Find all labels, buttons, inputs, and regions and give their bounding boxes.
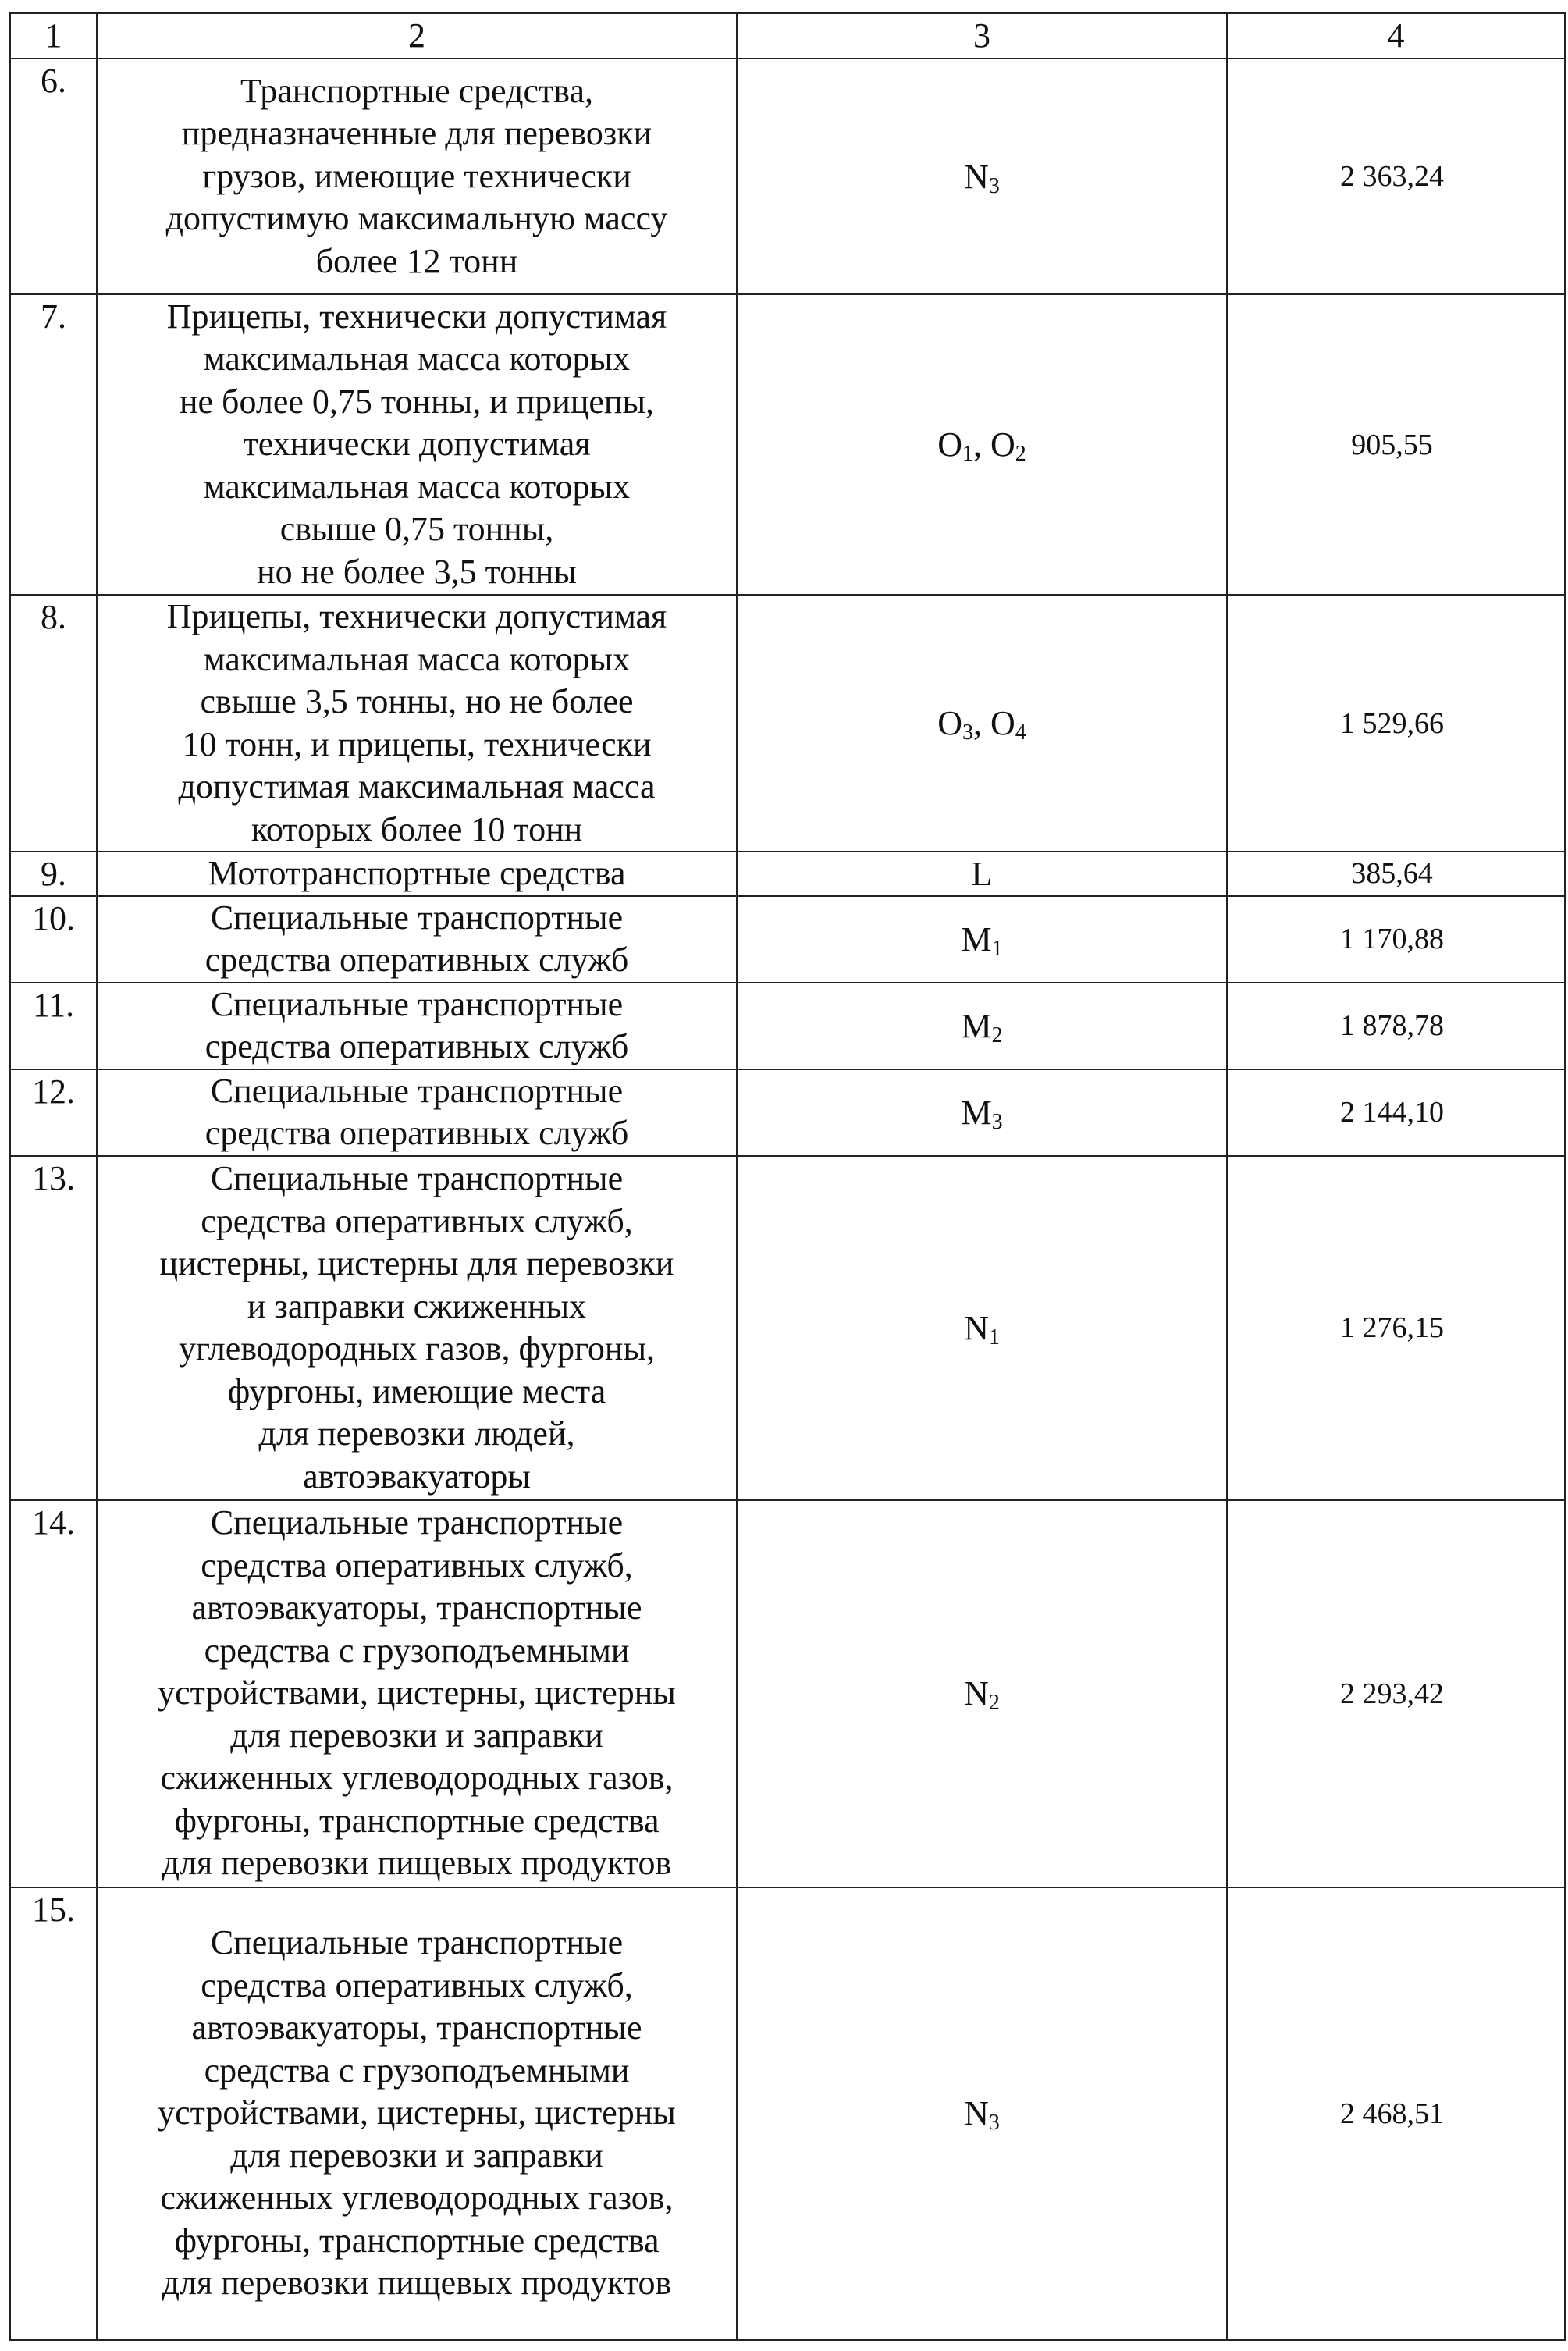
description-line: Мототранспортные средства xyxy=(208,854,626,892)
description-line: Специальные транспортные xyxy=(210,898,624,937)
description-line: свыше 3,5 тонны, но не более xyxy=(200,682,634,720)
tariff-value: 385,64 xyxy=(1227,852,1565,896)
table-row xyxy=(10,595,1565,852)
description-line: средства с грузоподъемными xyxy=(204,1631,630,1670)
tariff-value: 1 276,15 xyxy=(1227,1156,1565,1500)
table-row xyxy=(10,1156,1565,1500)
description-line: фургоны, транспортные средства xyxy=(174,2221,660,2260)
row-number: 6. xyxy=(10,59,97,294)
vehicle-description xyxy=(97,1069,737,1156)
vehicle-category xyxy=(737,896,1227,983)
category-subscript: 3 xyxy=(988,2111,1000,2135)
category-letter: N xyxy=(964,1308,989,1347)
category-letter: N xyxy=(964,2094,989,2132)
vehicle-category xyxy=(737,294,1227,595)
description-line: сжиженных углеводородных газов, xyxy=(160,2178,674,2218)
vehicle-description xyxy=(97,896,737,983)
description-line: Специальные транспортные xyxy=(210,1503,624,1542)
row-number: 13. xyxy=(10,1156,97,1500)
header-cell-1: 1 xyxy=(10,13,97,59)
category-subscript: 3 xyxy=(991,1109,1003,1134)
table-row xyxy=(10,59,1565,294)
description-line: средства оперативных служб, xyxy=(201,1201,633,1240)
description-line: Специальные транспортные xyxy=(210,984,624,1023)
table-row xyxy=(10,294,1565,595)
header-cell-3: 3 xyxy=(737,13,1227,59)
tariff-value: 2 468,51 xyxy=(1227,1887,1565,2340)
vehicle-description xyxy=(97,294,737,595)
category-subscript: 3 xyxy=(988,173,1000,198)
table-row xyxy=(10,1500,1565,1887)
row-number: 8. xyxy=(10,595,97,852)
category-subscript: 2 xyxy=(988,1691,1000,1715)
category-subscript: 1 xyxy=(988,1325,1000,1350)
description-line: допустимая максимальная масса xyxy=(178,767,656,806)
description-line: автоэвакуаторы, транспортные xyxy=(191,1588,642,1627)
description-line: Прицепы, технически допустимая xyxy=(166,597,667,635)
tariff-value: 1 878,78 xyxy=(1227,983,1565,1069)
category-subscript: 3 xyxy=(962,720,973,745)
description-line: максимальная масса которых xyxy=(203,467,631,506)
vehicle-category xyxy=(737,983,1227,1069)
vehicle-description xyxy=(97,59,737,294)
description-line: средства оперативных служб xyxy=(204,1114,629,1152)
tariff-value: 1 529,66 xyxy=(1227,595,1565,852)
description-line: для перевозки и заправки xyxy=(230,1716,603,1755)
description-line: средства оперативных служб xyxy=(204,1027,629,1065)
vehicle-description xyxy=(97,983,737,1069)
category-subscript: 1 xyxy=(991,936,1003,961)
tariff-table-body xyxy=(10,13,1565,2340)
description-line: автоэвакуаторы xyxy=(303,1456,531,1496)
category-letter: O xyxy=(937,704,962,742)
description-line: и заправки сжиженных xyxy=(247,1286,587,1325)
tariff-value: 2 144,10 xyxy=(1227,1069,1565,1156)
category-letter: O xyxy=(990,704,1015,742)
description-line: технически допустимая xyxy=(243,425,591,464)
category-subscript: 2 xyxy=(991,1023,1003,1047)
description-line: которых более 10 тонн xyxy=(251,809,583,848)
category-letter: N xyxy=(964,1674,989,1713)
description-line: Специальные транспортные xyxy=(210,1071,624,1110)
tariff-table xyxy=(9,12,1566,2341)
category-letter: O xyxy=(937,425,962,464)
row-number: 11. xyxy=(10,983,97,1069)
vehicle-description xyxy=(97,1500,737,1887)
description-line: предназначенные для перевозки xyxy=(181,114,652,153)
description-line: устройствами, цистерны, цистерны xyxy=(158,1673,676,1713)
header-row xyxy=(10,13,1565,59)
category-separator: , xyxy=(973,704,990,742)
row-number: 10. xyxy=(10,896,97,983)
vehicle-category xyxy=(737,1069,1227,1156)
description-line: Прицепы, технически допустимая xyxy=(166,297,667,336)
description-line: средства оперативных служб, xyxy=(201,1545,633,1585)
row-number: 9. xyxy=(10,852,97,896)
description-line: средства оперативных служб xyxy=(204,941,629,979)
category-subscript: 2 xyxy=(1015,442,1026,466)
category-letter: O xyxy=(990,425,1015,464)
description-line: для перевозки людей, xyxy=(258,1414,575,1453)
description-line: Специальные транспортные xyxy=(210,1923,624,1962)
tariff-value: 2 293,42 xyxy=(1227,1500,1565,1887)
table-row xyxy=(10,852,1565,896)
description-line: максимальная масса которых xyxy=(203,639,631,678)
description-line: фургоны, транспортные средства xyxy=(174,1801,660,1840)
description-line: свыше 0,75 тонны, xyxy=(279,510,554,549)
description-line: Транспортные средства, xyxy=(240,71,593,110)
description-line: средства оперативных служб, xyxy=(201,1965,633,2004)
tariff-value: 1 170,88 xyxy=(1227,896,1565,983)
category-letter: N xyxy=(964,157,989,196)
row-number: 15. xyxy=(10,1887,97,2340)
row-number: 12. xyxy=(10,1069,97,1156)
category-letter: L xyxy=(971,854,993,893)
header-cell-4: 4 xyxy=(1227,13,1565,59)
description-line: но не более 3,5 тонны xyxy=(257,552,577,591)
table-row xyxy=(10,983,1565,1069)
description-line: максимальная масса которых xyxy=(203,340,631,379)
description-line: более 12 тонн xyxy=(315,241,518,280)
category-letter: M xyxy=(961,1006,992,1045)
row-number: 7. xyxy=(10,294,97,595)
tariff-value: 905,55 xyxy=(1227,294,1565,595)
description-line: для перевозки пищевых продуктов xyxy=(162,2264,672,2303)
category-letter: M xyxy=(961,1093,992,1132)
category-separator: , xyxy=(973,425,990,464)
description-line: не более 0,75 тонны, и прицепы, xyxy=(179,382,655,421)
description-line: средства с грузоподъемными xyxy=(204,2050,630,2090)
vehicle-description xyxy=(97,595,737,852)
table-row xyxy=(10,1887,1565,2340)
description-line: допустимую максимальную массу xyxy=(165,199,668,238)
vehicle-category xyxy=(737,1887,1227,2340)
category-letter: M xyxy=(961,919,992,959)
vehicle-category xyxy=(737,1500,1227,1887)
vehicle-description xyxy=(97,852,737,896)
vehicle-category xyxy=(737,595,1227,852)
description-line: для перевозки и заправки xyxy=(230,2136,603,2175)
description-line: фургоны, имеющие места xyxy=(227,1371,606,1410)
description-line: 10 тонн, и прицепы, технически xyxy=(182,724,652,763)
description-line: для перевозки пищевых продуктов xyxy=(162,1844,672,1883)
description-line: углеводородных газов, фургоны, xyxy=(178,1329,656,1368)
description-line: цистерны, цистерны для перевозки xyxy=(159,1244,674,1282)
header-cell-2: 2 xyxy=(97,13,737,59)
description-line: сжиженных углеводородных газов, xyxy=(160,1759,674,1798)
row-number: 14. xyxy=(10,1500,97,1887)
description-line: грузов, имеющие технически xyxy=(202,156,631,195)
vehicle-category xyxy=(737,59,1227,294)
vehicle-category xyxy=(737,852,1227,896)
vehicle-category xyxy=(737,1156,1227,1500)
category-subscript: 4 xyxy=(1015,720,1026,745)
vehicle-description xyxy=(97,1156,737,1500)
table-row xyxy=(10,1069,1565,1156)
description-line: автоэвакуаторы, транспортные xyxy=(191,2008,642,2047)
table-row xyxy=(10,896,1565,983)
tariff-value: 2 363,24 xyxy=(1227,59,1565,294)
description-line: устройствами, цистерны, цистерны xyxy=(158,2093,676,2132)
description-line: Специальные транспортные xyxy=(210,1159,624,1197)
vehicle-description xyxy=(97,1887,737,2340)
category-subscript: 1 xyxy=(962,442,973,466)
